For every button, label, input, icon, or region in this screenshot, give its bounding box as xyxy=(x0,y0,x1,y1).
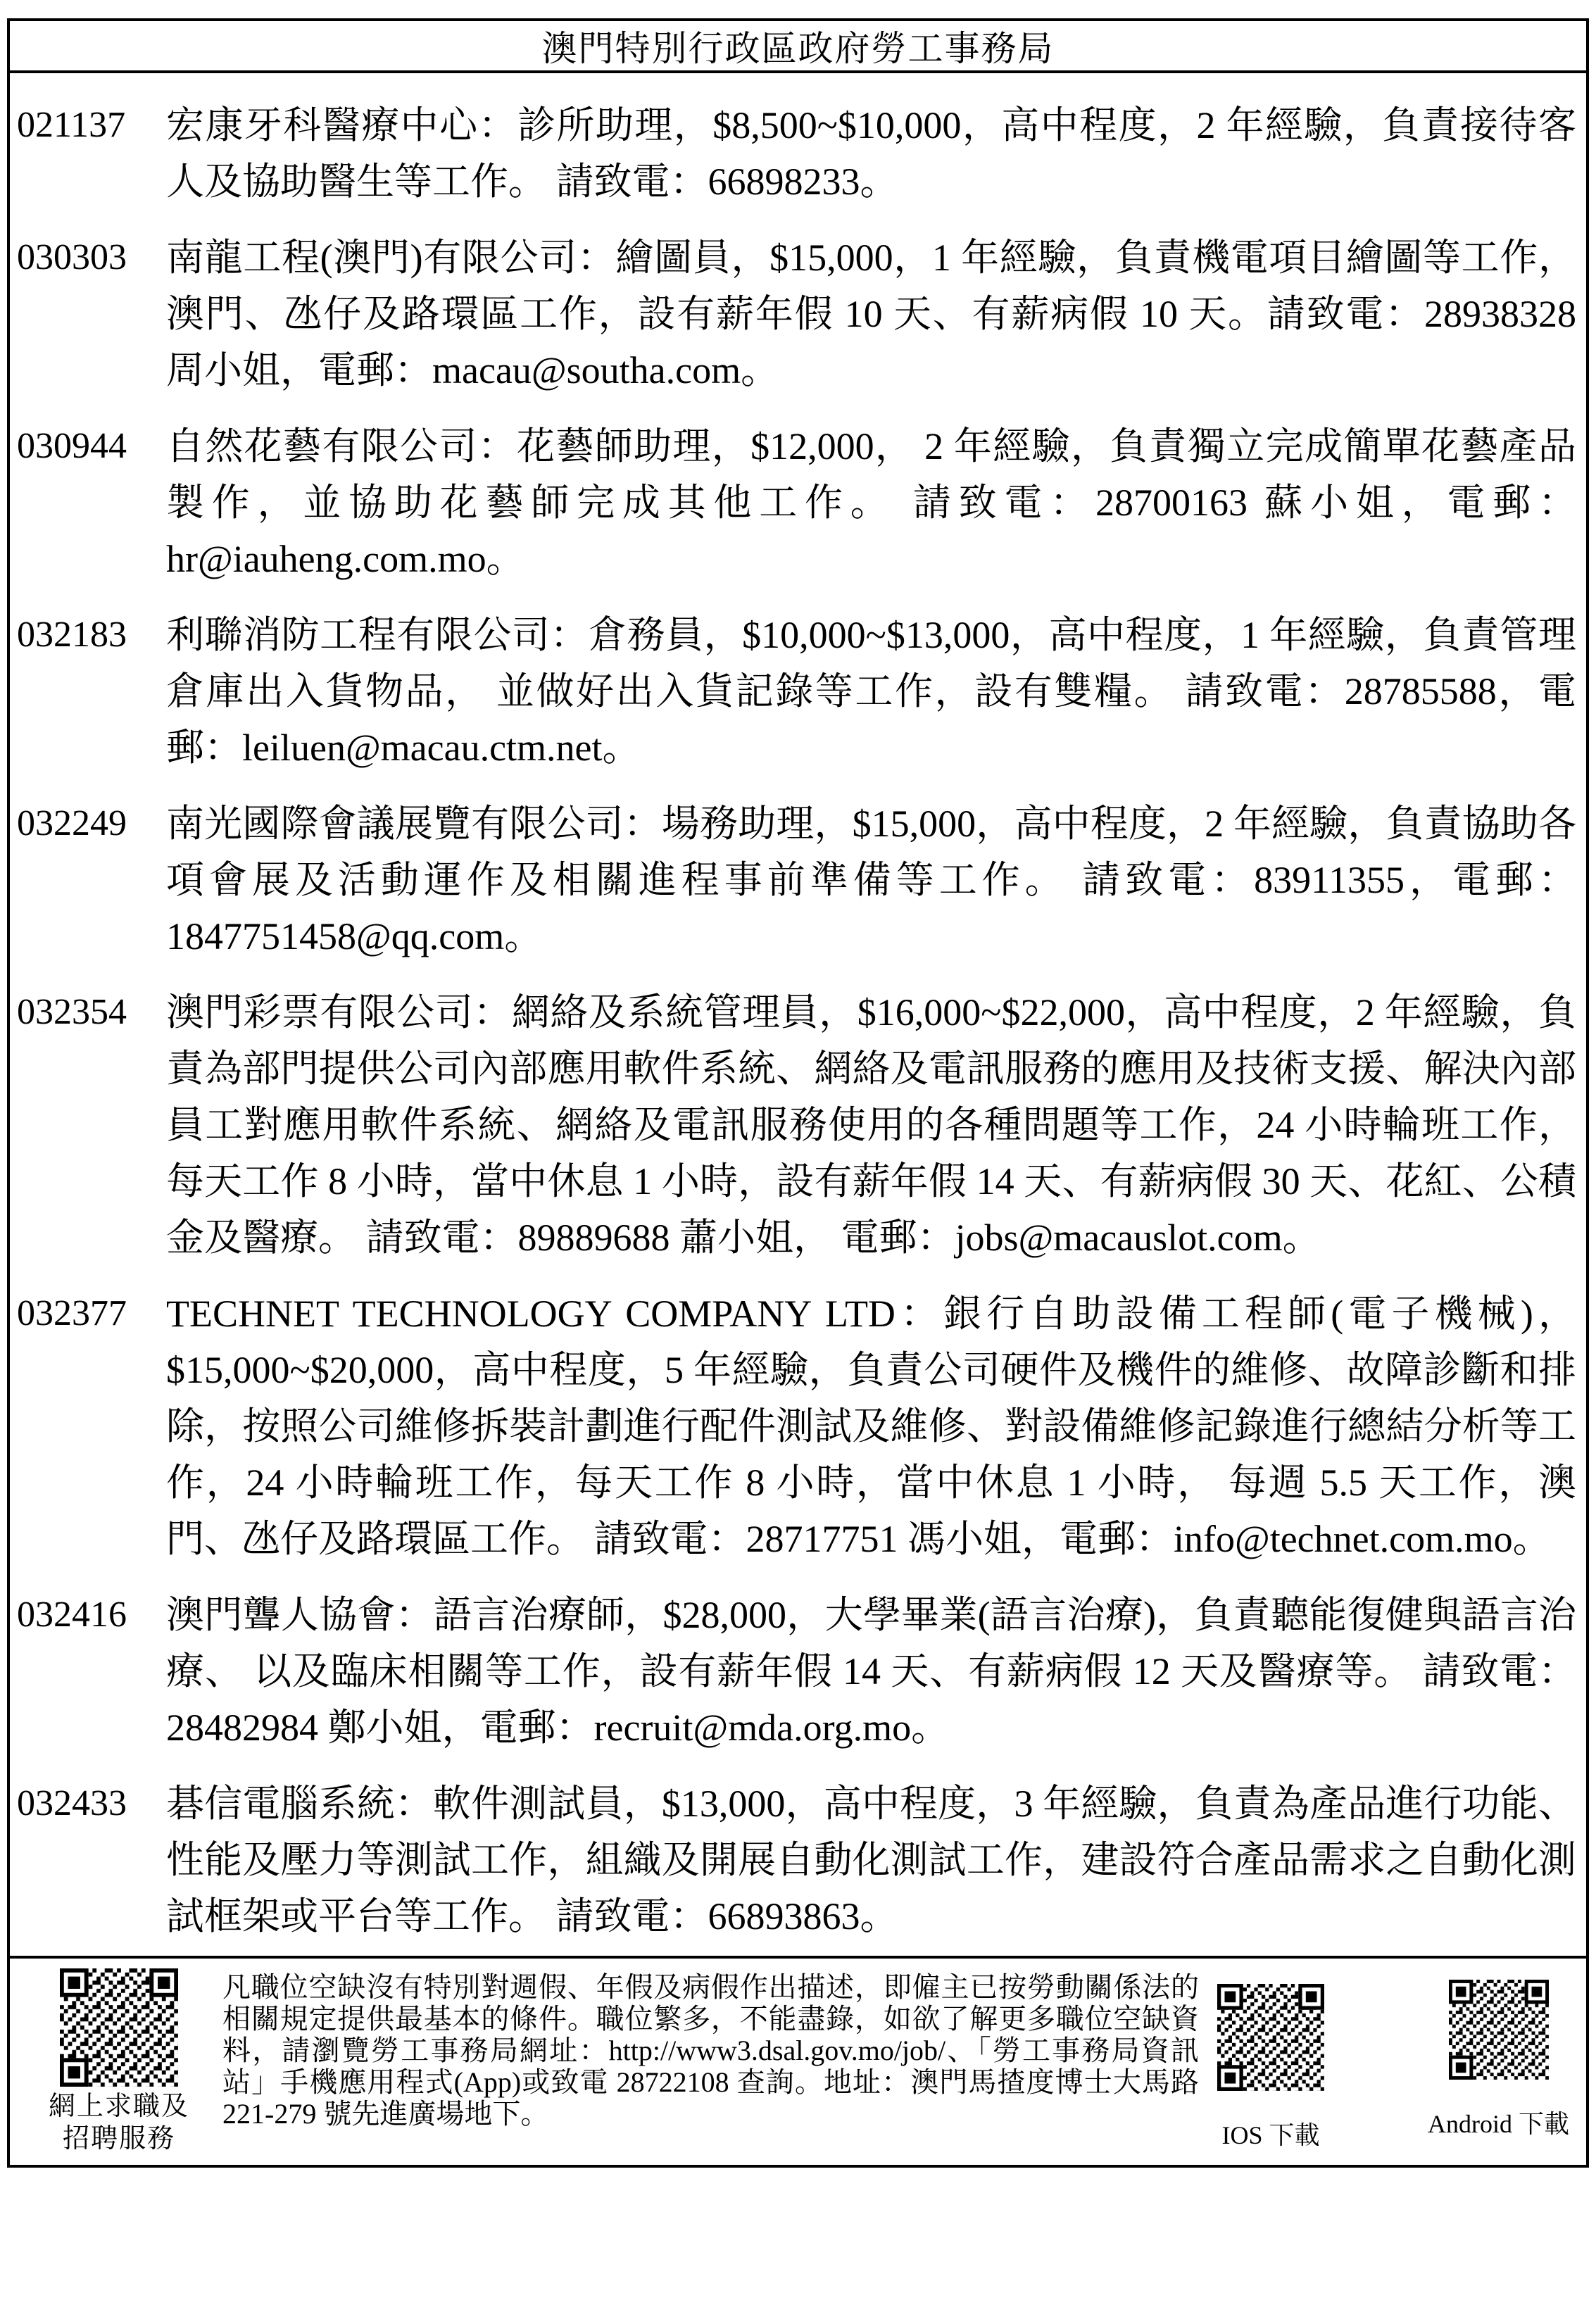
job-row xyxy=(14,418,1576,587)
app-download-qr-group xyxy=(1217,1968,1569,2151)
job-row xyxy=(14,607,1576,776)
document-footer xyxy=(10,1956,1586,2165)
job-description: 宏康牙科醫療中心：診所助理，$8,500~$10,000，高中程度，2 年經驗，負責接待客人及協助醫生等工作。 請致電：66898233。 xyxy=(166,104,1576,203)
page-title: 澳門特別行政區政府勞工事務局 xyxy=(541,29,1055,68)
web-qr-caption-line1: 網上求職及 xyxy=(48,2092,189,2121)
job-id: 032377 xyxy=(17,1293,127,1333)
job-description: 澳門彩票有限公司：網絡及系統管理員，$16,000~$22,000，高中程度，2 年經驗，負責為部門提供公司內部應用軟件系統、網絡及電訊服務的應用及技術支援、解決內部員工對應用軟件系統、網絡及電訊服務使用的各種問題等工作，24 小時輪班工作，每天工作 8 小時，當中休息 1 小時，設有薪年假 14 天、有薪病假 30 天、花紅、公積金及醫療。 請致電：89889688 蕭小姐， 電郵：jobs@macauslot.com。 xyxy=(166,991,1576,1259)
job-description: 利聯消防工程有限公司：倉務員，$10,000~$13,000，高中程度，1 年經驗，負責管理倉庫出入貨物品， 並做好出入貨記錄等工作，設有雙糧。 請致電：28785588，電郵：leiluen@macau.ctm.net。 xyxy=(166,614,1576,769)
qr-code-android-icon xyxy=(1449,1980,1549,2080)
qr-code-web-icon xyxy=(60,1968,178,2087)
job-id: 032183 xyxy=(17,615,127,655)
job-row xyxy=(14,796,1576,964)
job-description: 自然花藝有限公司：花藝師助理，$12,000， 2 年經驗，負責獨立完成簡單花藝產品製作，並協助花藝師完成其他工作。 請致電：28700163 蘇小姐，電郵：hr@iauheng.com.mo。 xyxy=(166,425,1576,580)
job-id: 032354 xyxy=(17,992,127,1032)
job-row xyxy=(14,1776,1576,1944)
job-description: 澳門聾人協會：語言治療師，$28,000，大學畢業(語言治療)，負責聽能復健與語言治療、 以及臨床相關等工作，設有薪年假 14 天、有薪病假 12 天及醫療等。 請致電：28482984 鄭小姐，電郵：recruit@mda.org.mo。 xyxy=(166,1594,1576,1749)
android-download-label: Android 下載 xyxy=(1428,2110,1569,2138)
job-description: TECHNET TECHNOLOGY COMPANY LTD：銀行自助設備工程師(電子機械)，$15,000~$20,000，高中程度，5 年經驗，負責公司硬件及機件的維修、故障診斷和排除，按照公司維修拆裝計劃進行配件測試及維修、對設備維修記錄進行總結分析等工作，24 小時輪班工作，每天工作 8 小時，當中休息 1 小時， 每週 5.5 天工作，澳門、氹仔及路環區工作。 請致電：28717751 馮小姐，電郵：info@technet.com.mo。 xyxy=(166,1293,1576,1560)
job-row xyxy=(14,984,1576,1266)
footer-notice-text: 凡職位空缺沒有特別對週假、年假及病假作出描述，即僱主已按勞動關係法的相關規定提供最基本的條件。職位繁多，不能盡錄，如欲了解更多職位空缺資料，請瀏覽勞工事務局網址：http://www3.dsal.gov.mo/job/、「勞工事務局資訊站」手機應用程式(App)或致電 28722108 查詢。地址：澳門馬揸度博士大馬路 221-279 號先進廣場地下。 xyxy=(222,1971,1199,2130)
job-description: 南龍工程(澳門)有限公司：繪圖員，$15,000，1 年經驗，負責機電項目繪圖等工作，澳門、氹仔及路環區工作，設有薪年假 10 天、有薪病假 10 天。請致電：28938328 周小姐，電郵：macau@southa.com。 xyxy=(166,237,1576,391)
job-description: 南光國際會議展覽有限公司：場務助理，$15,000，高中程度，2 年經驗，負責協助各項會展及活動運作及相關進程事前準備等工作。 請致電：83911355，電郵：1847751458@qq.com。 xyxy=(166,803,1576,957)
job-id: 030303 xyxy=(17,237,127,277)
web-qr-caption-line2: 招聘服務 xyxy=(62,2124,175,2154)
job-id: 030944 xyxy=(17,426,127,466)
job-row xyxy=(14,230,1576,398)
qr-code-ios-icon xyxy=(1217,1984,1324,2091)
web-service-qr-block xyxy=(31,1968,207,2155)
android-download-block xyxy=(1428,1980,1569,2151)
job-id: 032416 xyxy=(17,1595,127,1635)
ios-download-block xyxy=(1217,1984,1324,2151)
document-header xyxy=(10,21,1586,73)
job-id: 032249 xyxy=(17,803,127,843)
job-id: 021137 xyxy=(17,105,126,145)
job-description: 碁信電腦系統：軟件測試員，$13,000，高中程度，3 年經驗，負責為產品進行功能、性能及壓力等測試工作，組織及開展自動化測試工作，建設符合產品需求之自動化測試框架或平台等工作。 請致電：66893863。 xyxy=(166,1783,1576,1937)
document-frame xyxy=(7,18,1589,2168)
job-id: 032433 xyxy=(17,1783,127,1823)
job-row xyxy=(14,1286,1576,1567)
job-listings xyxy=(10,73,1586,1956)
job-row xyxy=(14,1587,1576,1756)
ios-download-label: IOS 下載 xyxy=(1221,2121,1320,2149)
job-row xyxy=(14,97,1576,210)
